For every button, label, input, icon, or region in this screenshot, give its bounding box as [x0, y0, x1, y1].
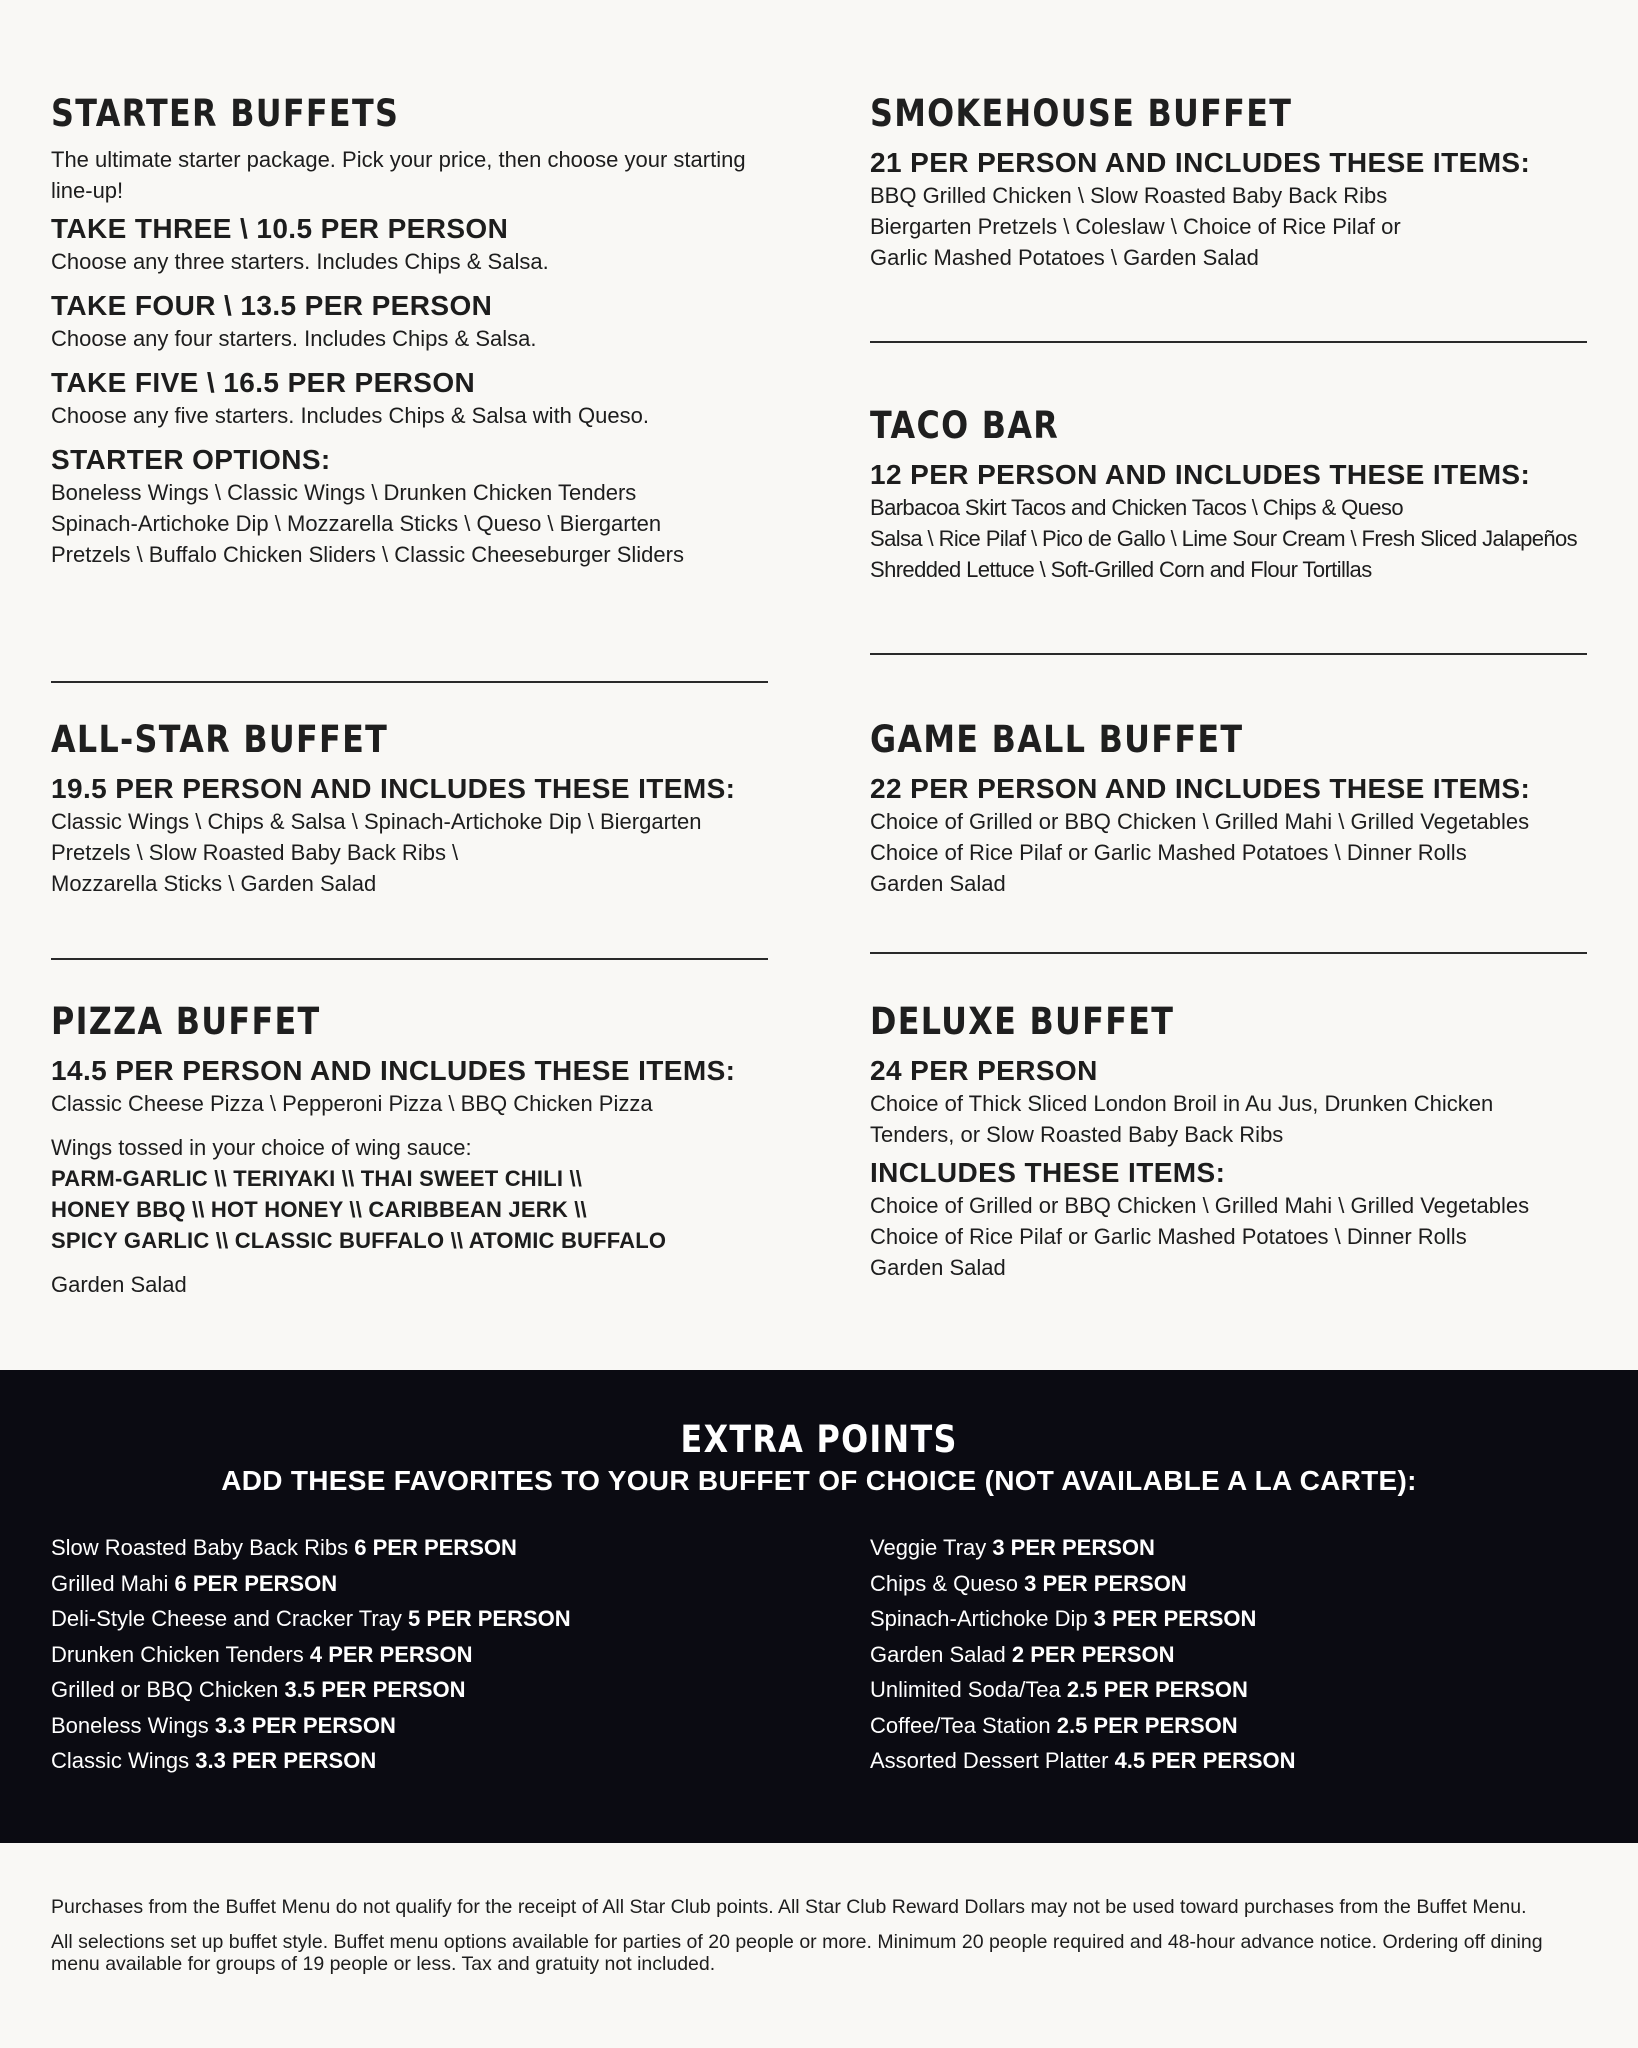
- take-five-heading: TAKE FIVE \ 16.5 PER PERSON: [51, 367, 476, 398]
- smokehouse-subtitle: 21 PER PERSON AND INCLUDES THESE ITEMS:: [870, 147, 1531, 178]
- take-three-desc: Choose any three starters. Includes Chips & Salsa.: [51, 249, 549, 274]
- game-ball-title: GAME BALL BUFFET: [870, 718, 1244, 761]
- extra-item-name: Slow Roasted Baby Back Ribs: [51, 1535, 349, 1560]
- taco-bar-line: Salsa \ Rice Pilaf \ Pico de Gallo \ Lime Sour Cream \ Fresh Sliced Jalapeños: [870, 526, 1578, 551]
- extra-points-list-left: [51, 1530, 571, 1779]
- deluxe-line: Garden Salad: [870, 1255, 1006, 1280]
- extra-item-price: 3 PER PERSON: [1093, 1606, 1257, 1631]
- wings-intro: Wings tossed in your choice of wing sauce:: [51, 1135, 472, 1160]
- extra-points-section: [0, 1370, 1638, 1843]
- taco-bar-line: Shredded Lettuce \ Soft-Grilled Corn and Flour Tortillas: [870, 557, 1372, 582]
- smokehouse-buffet-section: [870, 92, 1587, 273]
- extra-item-price: 3.5 PER PERSON: [284, 1677, 466, 1702]
- extra-item-name: Unlimited Soda/Tea: [870, 1677, 1061, 1702]
- starter-options-heading: STARTER OPTIONS:: [51, 444, 331, 475]
- all-star-title: ALL-STAR BUFFET: [51, 718, 389, 761]
- extra-item-name: Classic Wings: [51, 1748, 190, 1773]
- extra-item-price: 3 PER PERSON: [992, 1535, 1155, 1560]
- extra-item-name: Deli-Style Cheese and Cracker Tray: [51, 1606, 402, 1631]
- pizza-title: PIZZA BUFFET: [51, 1000, 321, 1043]
- extra-item-name: Garden Salad: [870, 1641, 1006, 1667]
- starter-options-line: Pretzels \ Buffalo Chicken Sliders \ Classic Cheeseburger Sliders: [51, 542, 684, 567]
- game-ball-line: Garden Salad: [870, 871, 1006, 896]
- extra-item-price: 6 PER PERSON: [174, 1570, 338, 1596]
- extra-item-price: 3.3 PER PERSON: [214, 1712, 396, 1738]
- starter-options-line: Spinach-Artichoke Dip \ Mozzarella Sticks \ Queso \ Biergarten: [51, 511, 662, 536]
- extra-item: [870, 1672, 1296, 1708]
- deluxe-includes-heading: INCLUDES THESE ITEMS:: [870, 1157, 1226, 1188]
- extra-item: [870, 1708, 1296, 1744]
- smokehouse-title: SMOKEHOUSE BUFFET: [870, 92, 1293, 135]
- extra-item: [870, 1566, 1296, 1602]
- extra-item-name: Spinach-Artichoke Dip: [870, 1606, 1088, 1631]
- all-star-subtitle: 19.5 PER PERSON AND INCLUDES THESE ITEMS:: [51, 773, 736, 804]
- deluxe-buffet-section: [870, 1000, 1587, 1283]
- pizza-subtitle: 14.5 PER PERSON AND INCLUDES THESE ITEMS:: [51, 1055, 736, 1086]
- divider: [870, 952, 1587, 954]
- extra-item-price: 5 PER PERSON: [408, 1606, 571, 1631]
- extra-item-price: 3.3 PER PERSON: [195, 1748, 377, 1773]
- game-ball-subtitle: 22 PER PERSON AND INCLUDES THESE ITEMS:: [870, 773, 1531, 804]
- taco-bar-subtitle: 12 PER PERSON AND INCLUDES THESE ITEMS:: [870, 459, 1531, 490]
- extra-item: [51, 1708, 571, 1744]
- smokehouse-line: BBQ Grilled Chicken \ Slow Roasted Baby Back Ribs: [870, 183, 1388, 208]
- extra-item-name: Assorted Dessert Platter: [870, 1748, 1109, 1773]
- smokehouse-line: Garlic Mashed Potatoes \ Garden Salad: [870, 245, 1259, 270]
- extra-item: [51, 1672, 571, 1708]
- extra-item-name: Drunken Chicken Tenders: [51, 1641, 304, 1667]
- pizza-line: Classic Cheese Pizza \ Pepperoni Pizza \ BBQ Chicken Pizza: [51, 1091, 653, 1116]
- extra-item-name: Veggie Tray: [870, 1535, 987, 1560]
- extra-item-price: 4 PER PERSON: [309, 1641, 473, 1667]
- taco-bar-title: TACO BAR: [870, 404, 1060, 447]
- extra-item-price: 2.5 PER PERSON: [1066, 1677, 1248, 1702]
- starter-options-line: Boneless Wings \ Classic Wings \ Drunken Chicken Tenders: [51, 480, 637, 505]
- starter-intro: The ultimate starter package. Pick your price, then choose your starting line-up!: [51, 147, 746, 203]
- deluxe-choice-line: Tenders, or Slow Roasted Baby Back Ribs: [870, 1122, 1284, 1147]
- all-star-line: Mozzarella Sticks \ Garden Salad: [51, 871, 377, 896]
- extra-item-name: Coffee/Tea Station: [870, 1712, 1051, 1738]
- divider: [51, 681, 768, 683]
- footer-note-terms: All selections set up buffet style. Buffet menu options available for parties of 20 people or more. Minimum 20 people required and 48-hour advance notice. Ordering off dining menu available for groups of 19 people or less. Tax and gratuity not included.: [51, 1931, 1543, 1975]
- extra-item: [51, 1743, 571, 1779]
- taco-bar-section: [870, 404, 1587, 585]
- footer-note-points: Purchases from the Buffet Menu do not qualify for the receipt of All Star Club points. All Star Club Reward Dollars may not be used toward purchases from the Buffet Menu.: [51, 1896, 1527, 1918]
- extra-item-name: Boneless Wings: [51, 1712, 209, 1738]
- take-three-heading: TAKE THREE \ 10.5 PER PERSON: [51, 213, 509, 244]
- extra-item-price: 3 PER PERSON: [1024, 1570, 1187, 1596]
- pizza-salad: Garden Salad: [51, 1272, 187, 1297]
- extra-item-price: 2 PER PERSON: [1011, 1641, 1175, 1667]
- take-five-desc: Choose any five starters. Includes Chips & Salsa with Queso.: [51, 403, 649, 428]
- extra-item-price: 4.5 PER PERSON: [1114, 1748, 1296, 1773]
- extra-item-price: 6 PER PERSON: [354, 1535, 517, 1560]
- starter-buffets-section: [51, 92, 768, 570]
- game-ball-line: Choice of Grilled or BBQ Chicken \ Grilled Mahi \ Grilled Vegetables: [870, 809, 1530, 834]
- taco-bar-line: Barbacoa Skirt Tacos and Chicken Tacos \ Chips & Queso: [870, 495, 1403, 520]
- extra-points-subtitle: ADD THESE FAVORITES TO YOUR BUFFET OF CHOICE (NOT AVAILABLE A LA CARTE):: [221, 1465, 1417, 1496]
- extra-item-name: Grilled Mahi: [51, 1570, 169, 1596]
- extra-item: [51, 1601, 571, 1637]
- sauce-line: SPICY GARLIC \\ CLASSIC BUFFALO \\ ATOMIC BUFFALO: [51, 1228, 667, 1253]
- deluxe-choice-line: Choice of Thick Sliced London Broil in Au Jus, Drunken Chicken: [870, 1091, 1494, 1116]
- deluxe-title: DELUXE BUFFET: [870, 1000, 1175, 1043]
- divider: [870, 653, 1587, 655]
- take-four-heading: TAKE FOUR \ 13.5 PER PERSON: [51, 290, 493, 321]
- divider: [870, 341, 1587, 343]
- footer-notes: [51, 1896, 1591, 1975]
- all-star-line: Pretzels \ Slow Roasted Baby Back Ribs \: [51, 840, 459, 865]
- deluxe-line: Choice of Rice Pilaf or Garlic Mashed Potatoes \ Dinner Rolls: [870, 1224, 1467, 1249]
- game-ball-line: Choice of Rice Pilaf or Garlic Mashed Potatoes \ Dinner Rolls: [870, 840, 1467, 865]
- extra-points-title-text: EXTRA POINTS: [680, 1418, 958, 1461]
- deluxe-line: Choice of Grilled or BBQ Chicken \ Grilled Mahi \ Grilled Vegetables: [870, 1193, 1530, 1218]
- extra-item: [870, 1601, 1296, 1637]
- all-star-line: Classic Wings \ Chips & Salsa \ Spinach-Artichoke Dip \ Biergarten: [51, 809, 702, 834]
- extra-item: [870, 1743, 1296, 1779]
- sauce-line: HONEY BBQ \\ HOT HONEY \\ CARIBBEAN JERK \\: [51, 1197, 587, 1222]
- extra-item-name: Chips & Queso: [870, 1570, 1018, 1596]
- divider: [51, 958, 768, 960]
- extra-item: [51, 1530, 571, 1566]
- extra-item: [51, 1637, 571, 1673]
- extra-item-price: 2.5 PER PERSON: [1056, 1712, 1238, 1738]
- extra-points-list-right: [870, 1530, 1296, 1779]
- extra-points-title: [0, 1418, 1638, 1462]
- smokehouse-line: Biergarten Pretzels \ Coleslaw \ Choice of Rice Pilaf or: [870, 214, 1401, 239]
- take-four-desc: Choose any four starters. Includes Chips & Salsa.: [51, 326, 537, 351]
- pizza-buffet-section: [51, 1000, 768, 1300]
- all-star-buffet-section: [51, 718, 768, 899]
- sauce-line: PARM-GARLIC \\ TERIYAKI \\ THAI SWEET CHILI \\: [51, 1166, 583, 1191]
- game-ball-buffet-section: [870, 718, 1587, 899]
- extra-item: [870, 1530, 1296, 1566]
- starter-buffets-title: STARTER BUFFETS: [51, 92, 400, 135]
- deluxe-subtitle: 24 PER PERSON: [870, 1055, 1098, 1086]
- extra-item: [870, 1637, 1296, 1673]
- extra-item: [51, 1566, 571, 1602]
- extra-item-name: Grilled or BBQ Chicken: [51, 1677, 279, 1702]
